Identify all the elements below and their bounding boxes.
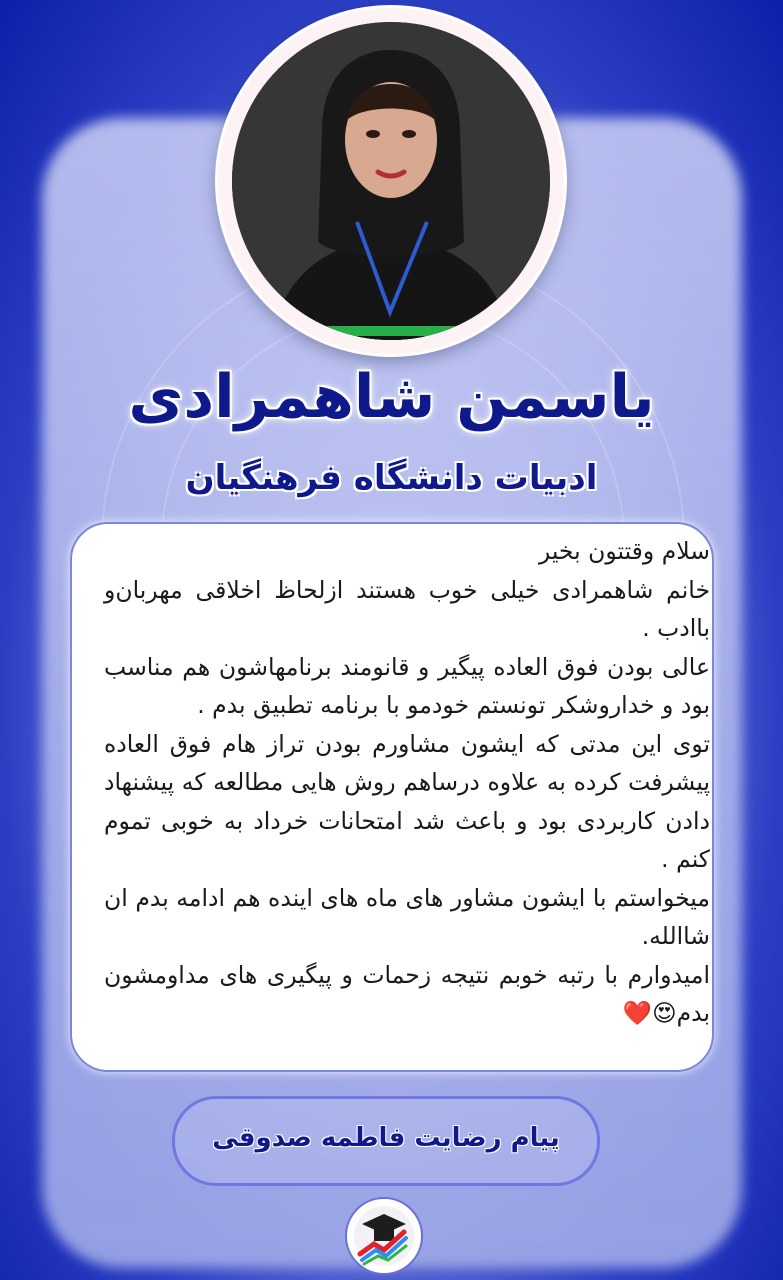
avatar-frame <box>218 8 564 354</box>
signature-text: پیام رضایت فاطمه صدوقی <box>212 1123 560 1153</box>
avatar <box>232 22 550 340</box>
person-field: ادبیات دانشگاه فرهنگیان <box>185 458 598 498</box>
testimonial-line: عالی بودن فوق العاده پیگیر و قانومند برنامهاشون هم مناسب بود و خداروشکر تونستم خودمو با برنامه تطبیق بدم . <box>104 652 710 719</box>
testimonial-line: میخواستم با ایشون مشاور های ماه های اینده هم ادامه بدم ان شاالله. <box>104 883 710 950</box>
avatar-portrait-icon <box>232 22 550 340</box>
testimonial-line: امیدوارم با رتبه خوبم نتیجه زحمات و پیگیری های مداومشون بدم😍❤️ <box>104 960 710 1027</box>
testimonial-line: سلام وقتتون بخیر <box>538 537 710 565</box>
person-name: یاسمن شاهمرادی <box>128 362 655 432</box>
testimonial-card <box>70 522 714 1072</box>
testimonial-text <box>104 532 710 1033</box>
testimonial-line: خانم شاهمرادی خیلی خوب هستند ازلحاظ اخلاقی مهربان‌و باادب . <box>104 575 710 642</box>
brand-logo-icon <box>344 1196 424 1276</box>
testimonial-line: توی این مدتی که ایشون مشاورم بودن تراز هام فوق العاده پیشرفت کرده به علاوه درساهم روش هایی مطالعه که پیشنهاد دادن کاربردی بود و باعث شد امتحانات خرداد به خوبی تموم کنم . <box>104 729 710 873</box>
signature-pill <box>172 1096 600 1186</box>
